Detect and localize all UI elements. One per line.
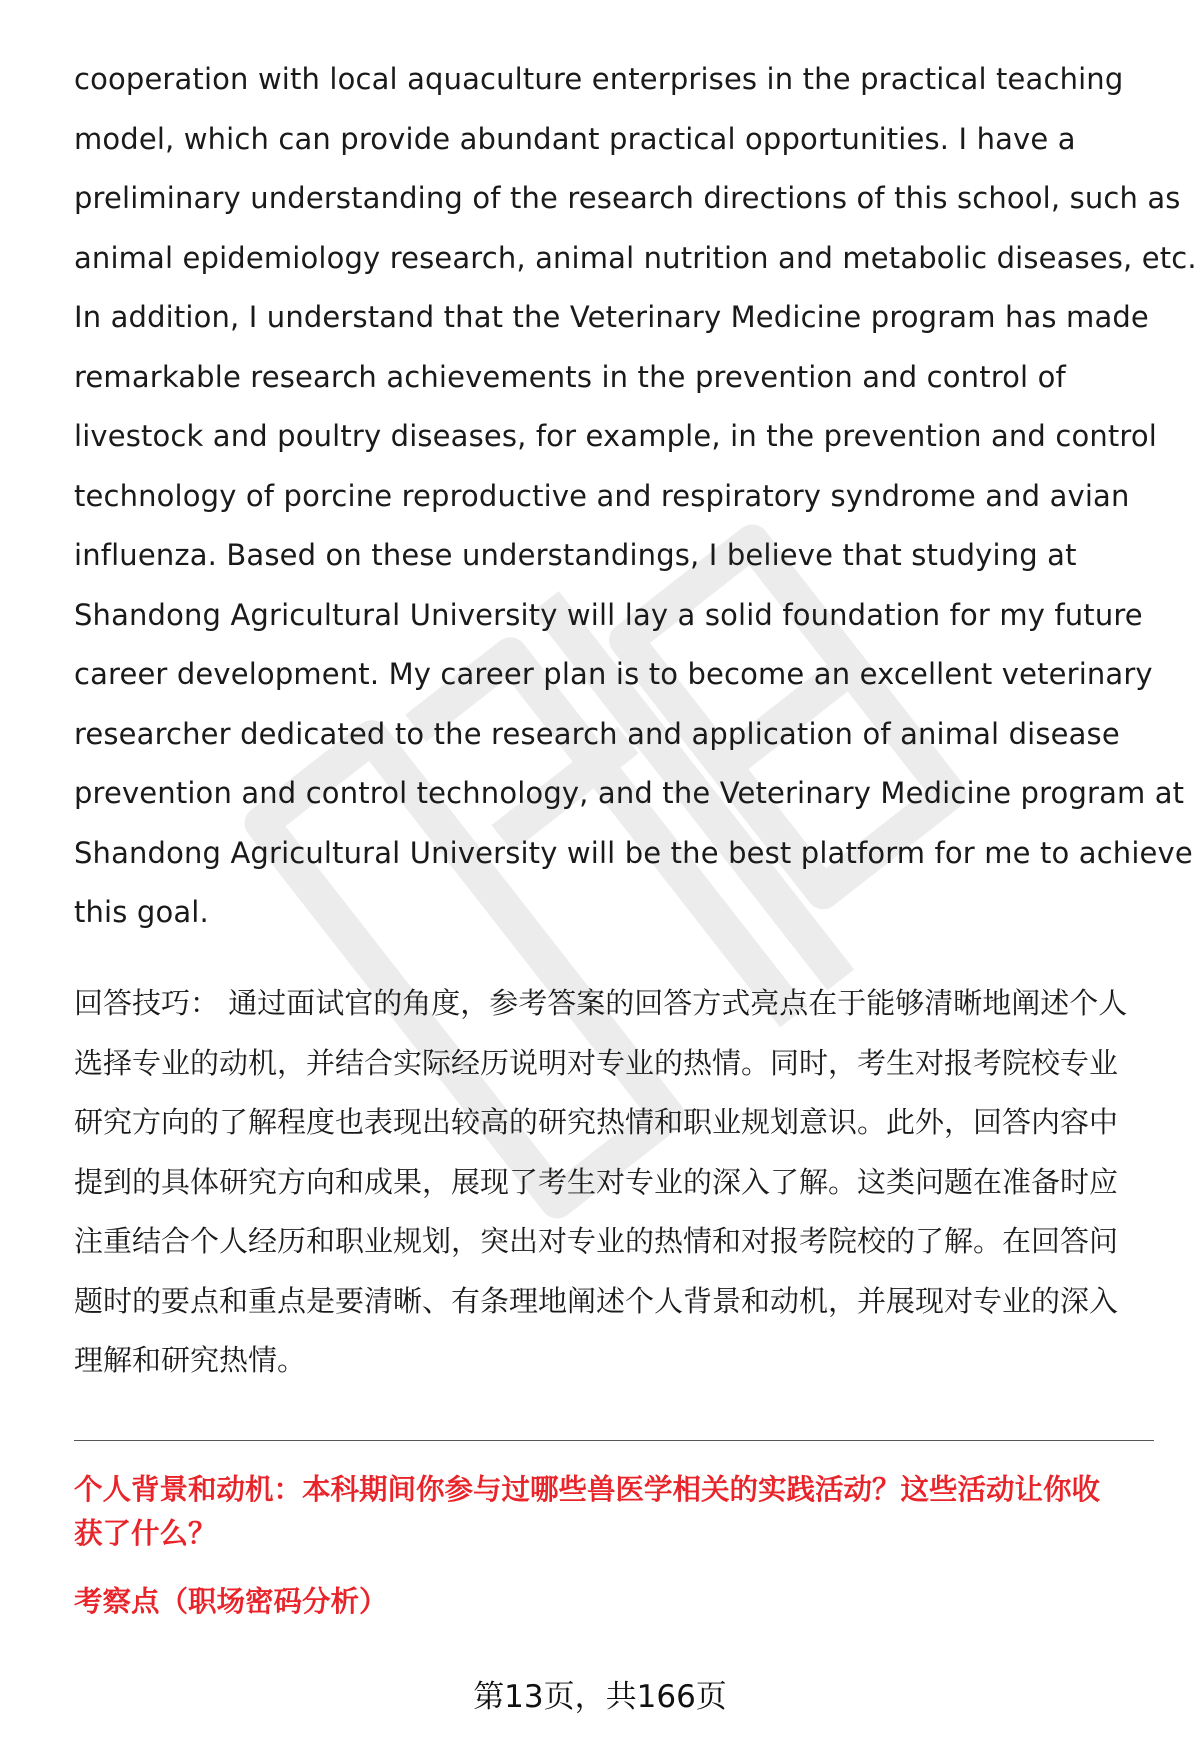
next-question-heading	[74, 1468, 1164, 1556]
answer-line: career development. My career plan is to become an excellent veterinary	[74, 657, 1153, 691]
tips-line: 提到的具体研究方向和成果，展现了考生对专业的深入了解。这类问题在准备时应	[74, 1164, 1119, 1199]
answer-line: cooperation with local aquaculture enterprises in the practical teaching	[74, 62, 1124, 96]
tips-line: 题时的要点和重点是要清晰、有条理地阐述个人背景和动机，并展现对专业的深入	[74, 1283, 1119, 1318]
tips-line: 注重结合个人经历和职业规划，突出对专业的热情和对报考院校的了解。在回答问	[74, 1224, 1119, 1258]
answer-line: influenza. Based on these understandings, I believe that studying at	[74, 538, 1077, 572]
answer-line: animal epidemiology research, animal nutrition and metabolic diseases, etc.	[74, 240, 1197, 275]
answer-line: model, which can provide abundant practical opportunities. I have a	[74, 121, 1076, 156]
answer-line: Shandong Agricultural University will be the best platform for me to achieve	[74, 835, 1193, 870]
answer-line: this goal.	[74, 895, 209, 929]
answer-continued-paragraph	[74, 50, 1197, 943]
answer-line: prevention and control technology, and the Veterinary Medicine program at	[74, 776, 1185, 810]
answer-line: Shandong Agricultural University will lay a solid foundation for my future	[74, 597, 1143, 632]
tips-line: 选择专业的动机，并结合实际经历说明对专业的热情。同时，考生对报考院校专业	[74, 1045, 1119, 1080]
question-line: 个人背景和动机：本科期间你参与过哪些兽医学相关的实践活动？这些活动让你收	[74, 1473, 1101, 1506]
answer-line: In addition, I understand that the Veterinary Medicine program has made	[74, 300, 1149, 334]
answer-line: livestock and poultry diseases, for example, in the prevention and control	[74, 419, 1157, 453]
question-line: 获了什么？	[74, 1517, 217, 1550]
tips-line: 研究方向的了解程度也表现出较高的研究热情和职业规划意识。此外，回答内容中	[74, 1105, 1119, 1139]
tips-line: 回答技巧： 通过面试官的角度，参考答案的回答方式亮点在于能够清晰地阐述个人	[74, 986, 1128, 1020]
section-divider	[74, 1440, 1154, 1441]
page-number: 第13页，共166页	[473, 1679, 727, 1715]
exam-point-heading: 考察点（职场密码分析）	[74, 1585, 388, 1618]
answer-line: preliminary understanding of the research directions of this school, such as	[74, 181, 1181, 215]
tips-line: 理解和研究热情。	[74, 1343, 307, 1377]
answer-line: technology of porcine reproductive and respiratory syndrome and avian	[74, 478, 1130, 513]
answer-tips-paragraph	[74, 974, 1164, 1391]
answer-line: remarkable research achievements in the prevention and control of	[74, 359, 1066, 394]
answer-line: researcher dedicated to the research and application of animal disease	[74, 716, 1120, 751]
